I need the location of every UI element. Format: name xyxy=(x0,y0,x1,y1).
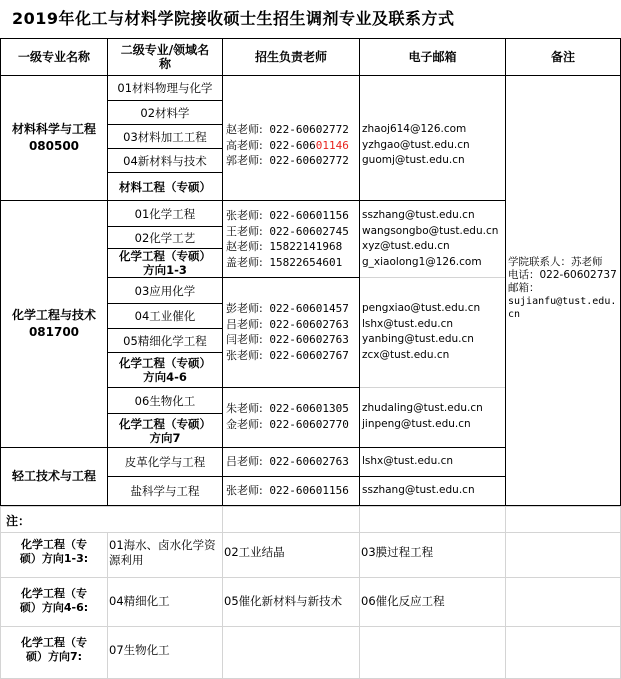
teacher-phone: 022-60602745 xyxy=(269,224,349,238)
email-text: zcx@tust.edu.cn xyxy=(362,348,450,361)
teacher-list xyxy=(226,301,349,363)
teacher-phone: 022-60602763 xyxy=(269,317,349,331)
email-text: yzhgao@tust.edu.cn xyxy=(362,138,470,151)
email-text: lshx@tust.edu.cn xyxy=(362,317,453,330)
teacher-row xyxy=(226,208,349,224)
sub-item: 04新材料与技术 xyxy=(123,153,207,168)
row-line-grey xyxy=(360,277,505,278)
remark-line: 电话：022-60602737 xyxy=(508,269,617,281)
sub-item-professional xyxy=(108,249,222,277)
major-light xyxy=(1,448,107,505)
teacher-name: 吕老师: xyxy=(226,317,263,331)
email-text: xyz@tust.edu.cn xyxy=(362,240,450,252)
sub-item: 06生物化工 xyxy=(134,393,196,408)
header-sub xyxy=(108,39,222,75)
grid-notes-label xyxy=(0,506,621,507)
note-label xyxy=(2,538,106,566)
teacher-phone: 15822654601 xyxy=(269,255,343,269)
note-cell: 06催化反应工程 xyxy=(361,594,445,608)
note-cell: 03膜过程工程 xyxy=(361,545,434,559)
teacher-list xyxy=(226,401,349,432)
teacher-name: 彭老师: xyxy=(226,302,263,315)
email-text: sszhang@tust.edu.cn xyxy=(362,209,475,221)
email-list xyxy=(362,301,480,363)
teacher-row xyxy=(226,332,349,348)
teacher-phone: 022-60601305 xyxy=(269,402,349,415)
teacher-name: 赵老师: xyxy=(226,123,263,136)
note-cell: 04精细化工 xyxy=(109,594,170,608)
note-label-line1: 化学工程（专 xyxy=(21,636,87,649)
border-col3 xyxy=(359,38,360,506)
note-label-line1: 化学工程（专 xyxy=(21,538,87,551)
major-code: 080500 xyxy=(28,139,80,153)
teacher-phone: 022-60602772 xyxy=(269,123,349,136)
email-text: wangsongbo@tust.edu.cn xyxy=(362,224,499,237)
teacher-name: 吕老师: xyxy=(226,455,263,468)
sub-item-professional xyxy=(108,353,222,387)
teacher-phone: 15822141968 xyxy=(269,240,343,253)
grid-notes-1 xyxy=(0,532,621,533)
teacher-row xyxy=(226,224,349,240)
border-col2 xyxy=(222,38,223,506)
sub-item-professional xyxy=(108,414,222,447)
major-code: 081700 xyxy=(28,325,80,339)
teacher-phone: 022-60601457 xyxy=(269,302,349,315)
grid-notes-2 xyxy=(0,577,621,578)
teacher-name: 张老师: xyxy=(226,209,263,222)
teacher-name: 闫老师: xyxy=(226,333,263,346)
teacher-name: 赵老师: xyxy=(226,240,263,253)
teacher-list xyxy=(226,122,349,169)
note-cell-line1: 01海水、卤水化学资 xyxy=(109,538,216,552)
note-label-line1: 化学工程（专 xyxy=(21,587,87,600)
sub-item: 01材料物理与化学 xyxy=(117,81,213,95)
sub-item: 04工业催化 xyxy=(134,309,196,323)
teacher-phone: 022-60602770 xyxy=(269,417,349,431)
teacher-phone: 022-60602763 xyxy=(269,333,349,346)
remark-contact xyxy=(508,256,620,321)
teacher-phone: 022-60602767 xyxy=(269,348,349,362)
sub-prof-line1: 化学工程（专硕） xyxy=(119,356,211,370)
teacher-name: 盖老师: xyxy=(226,255,263,269)
teacher-row xyxy=(226,239,349,255)
note-label xyxy=(2,587,106,615)
note-label-line2: 硕）方向4-6: xyxy=(19,601,89,614)
teacher-name: 朱老师: xyxy=(226,402,263,415)
email-text: zhaoj614@126.com xyxy=(362,123,467,135)
major-chemical xyxy=(1,201,107,447)
major-name: 化学工程与技术 xyxy=(11,308,96,322)
teacher-name: 高老师: xyxy=(226,138,263,152)
major-materials xyxy=(1,76,107,200)
sub-item: 02化学工艺 xyxy=(134,230,196,245)
teacher-row xyxy=(226,317,349,333)
page-title: 2019年化工与材料学院接收硕士生招生调剂专业及联系方式 xyxy=(12,9,455,28)
grid-notes-v1 xyxy=(107,532,108,679)
email-text: pengxiao@tust.edu.cn xyxy=(362,302,481,314)
sub-prof-line1: 化学工程（专硕） xyxy=(119,416,211,431)
email-text: sszhang@tust.edu.cn xyxy=(362,484,475,496)
sub-prof-line2: 方向4-6 xyxy=(143,370,187,384)
email-text: guomj@tust.edu.cn xyxy=(362,154,465,166)
header-remark: 备注 xyxy=(550,50,575,64)
note-cell: 02工业结晶 xyxy=(224,545,285,559)
teacher-name: 张老师: xyxy=(226,348,263,362)
teacher-phone: 022-60601156 xyxy=(269,209,349,222)
header-teacher: 招生负责老师 xyxy=(254,50,327,64)
major-name: 材料科学与工程 xyxy=(11,122,96,136)
notes-label: 注： xyxy=(6,514,31,528)
remark-line: 学院联系人：苏老师 xyxy=(508,256,603,268)
sub-item: 皮革化学与工程 xyxy=(124,455,206,469)
note-cell xyxy=(109,538,221,568)
note-cell: 07生物化工 xyxy=(109,643,170,657)
grid-notes-v2 xyxy=(222,506,223,679)
row-line-grey xyxy=(360,387,505,388)
teacher-phone-prefix: 022-606 xyxy=(269,138,316,152)
sub-item: 03材料加工工程 xyxy=(123,129,207,144)
teacher-row xyxy=(226,301,349,317)
teacher-row xyxy=(226,401,349,417)
email-text: zhudaling@tust.edu.cn xyxy=(362,402,483,414)
note-cell-line2: 源利用 xyxy=(109,553,144,567)
border-col4 xyxy=(505,38,506,506)
teacher-name: 张老师: xyxy=(226,484,263,497)
grid-notes-3 xyxy=(0,626,621,627)
teacher-name: 王老师: xyxy=(226,224,263,238)
teacher-phone-highlight: 01146 xyxy=(315,138,349,152)
note-cell: 05催化新材料与新技术 xyxy=(224,594,343,608)
teacher-name: 郭老师: xyxy=(226,154,263,167)
teacher-row xyxy=(226,255,349,271)
teacher-row xyxy=(226,483,349,499)
teacher-phone: 022-60601156 xyxy=(269,484,349,497)
teacher-row xyxy=(226,122,349,138)
grid-notes-v3 xyxy=(359,506,360,679)
email-list xyxy=(362,401,483,432)
email-list xyxy=(362,122,470,169)
email-text: g_xiaolong1@126.com xyxy=(362,255,482,268)
teacher-list xyxy=(226,208,349,270)
note-label xyxy=(2,636,106,664)
border-bottom xyxy=(0,505,621,506)
teacher-row xyxy=(226,138,349,154)
header-sub-line1: 二级专业/领域名 xyxy=(120,43,210,57)
teacher-row xyxy=(226,454,349,470)
email-text: lshx@tust.edu.cn xyxy=(362,455,453,467)
teacher-name: 金老师: xyxy=(226,417,263,431)
sub-prof-line1: 化学工程（专硕） xyxy=(119,249,211,263)
sub-prof-line2: 方向1-3 xyxy=(143,263,187,277)
sub-item: 03应用化学 xyxy=(134,283,196,298)
sub-item: 盐科学与工程 xyxy=(130,484,200,498)
remark-line: cn xyxy=(508,309,521,320)
major-name: 轻工技术与工程 xyxy=(11,469,96,483)
remark-line: sujianfu@tust.edu. xyxy=(508,296,617,307)
header-email: 电子邮箱 xyxy=(408,50,457,64)
email-list xyxy=(362,208,498,270)
teacher-row xyxy=(226,417,349,433)
header-sub-line2: 称 xyxy=(158,57,171,71)
teacher-row xyxy=(226,153,349,169)
remark-line: 邮箱： xyxy=(508,282,540,294)
email-text: yanbing@tust.edu.cn xyxy=(362,333,474,345)
note-label-line2: 硕）方向7: xyxy=(25,650,83,663)
sub-item: 05精细化学工程 xyxy=(123,333,207,348)
sub-item: 01化学工程 xyxy=(134,206,196,221)
teacher-row xyxy=(226,348,349,364)
sub-item: 02材料学 xyxy=(140,105,190,120)
header-major: 一级专业名称 xyxy=(17,50,90,64)
teacher-phone: 022-60602772 xyxy=(269,154,349,167)
sub-prof-line2: 方向7 xyxy=(149,430,181,445)
note-label-line2: 硕）方向1-3: xyxy=(19,552,89,565)
teacher-phone: 022-60602763 xyxy=(269,455,349,468)
sub-item-professional: 材料工程（专硕） xyxy=(119,179,211,194)
grid-notes-v4 xyxy=(505,506,506,679)
email-text: jinpeng@tust.edu.cn xyxy=(362,417,471,430)
